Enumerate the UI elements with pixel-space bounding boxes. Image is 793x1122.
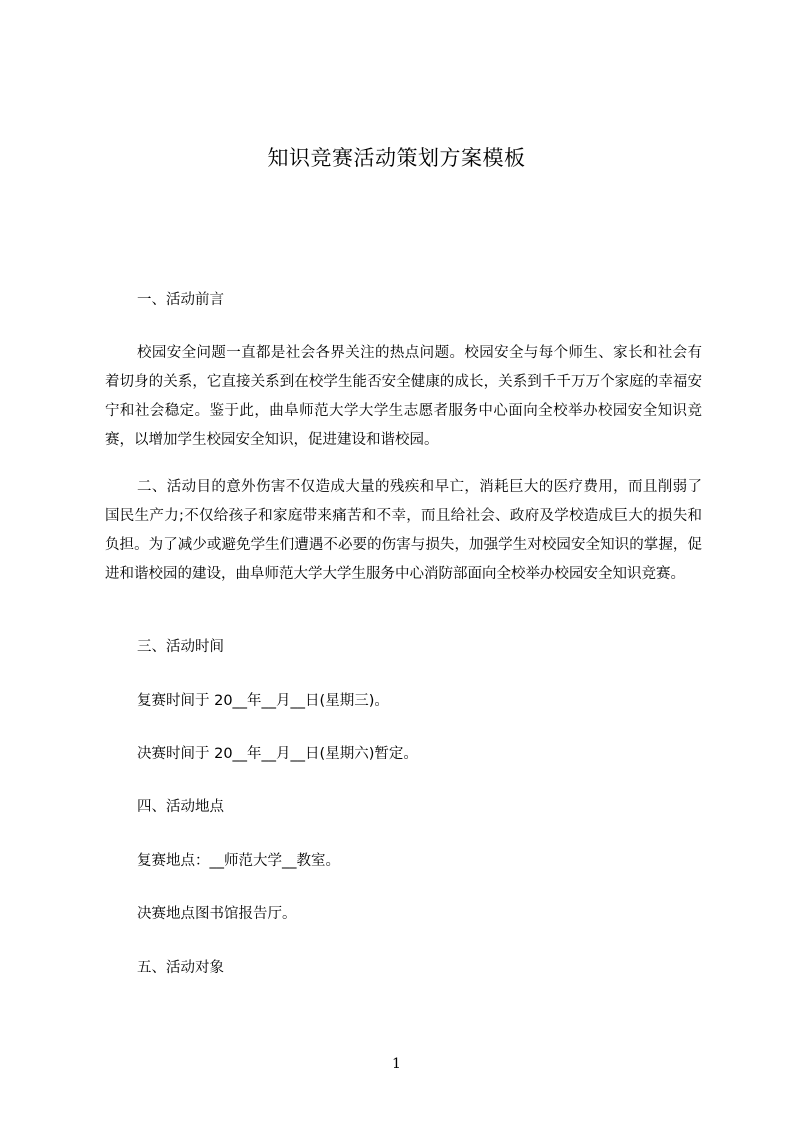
- final-time-line: 决赛时间于 20__年__月__日(星期六)暂定。: [137, 746, 418, 762]
- page-number: 1: [392, 1056, 401, 1072]
- semifinal-time-line: 复赛时间于 20__年__月__日(星期三)。: [137, 693, 389, 709]
- final-location-line: 决赛地点图书馆报告厅。: [137, 906, 297, 922]
- section-1-paragraph: 校园安全问题一直都是社会各界关注的热点问题。校园安全与每个师生、家长和社会有着切身的关系，它直接关系到在校学生能否安全健康的成长，关系到千千万万个家庭的幸福安宁和社会稳定。鉴于此，曲阜师范大学大学生志愿者服务中心面向全校举办校园安全知识竞赛，以增加学生校园安全知识，促进建设和谐校园。: [105, 345, 702, 448]
- section-1-heading: 一、活动前言: [137, 292, 224, 308]
- section-5-heading: 五、活动对象: [137, 960, 224, 976]
- section-3-heading: 三、活动时间: [137, 639, 224, 655]
- section-2-paragraph: 二、活动目的意外伤害不仅造成大量的残疾和早亡，消耗巨大的医疗费用，而且削弱了国民生产力;不仅给孩子和家庭带来痛苦和不幸，而且给社会、政府及学校造成巨大的损失和负担。为了减少或避免学生们遭遇不必要的伤害与损失，加强学生对校园安全知识的掌握，促进和谐校园的建设，曲阜师范大学大学生服务中心消防部面向全校举办校园安全知识竞赛。: [105, 479, 702, 582]
- section-4-heading: 四、活动地点: [137, 799, 224, 815]
- document-title: 知识竞赛活动策划方案模板: [267, 146, 526, 170]
- semifinal-location-line: 复赛地点：__师范大学__教室。: [137, 853, 340, 869]
